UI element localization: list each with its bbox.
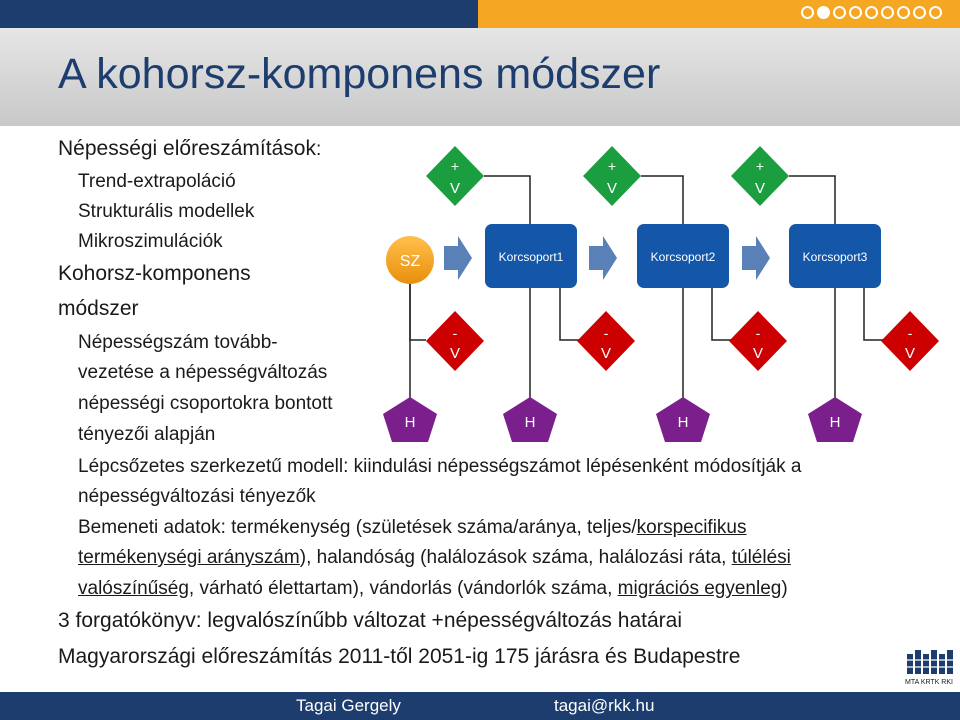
svg-text:V: V bbox=[754, 180, 766, 197]
svg-text:MTA KRTK RKI: MTA KRTK RKI bbox=[905, 679, 953, 686]
minus-v-diamond bbox=[881, 311, 939, 371]
svg-text:V: V bbox=[904, 345, 916, 362]
link-tulelesi[interactable]: túlélési bbox=[731, 547, 791, 568]
flow-arrow bbox=[742, 236, 770, 280]
h-pentagon bbox=[383, 397, 437, 442]
link-termekenysegi-aranyszam[interactable]: termékenységi arányszám bbox=[78, 547, 300, 568]
svg-text:-: - bbox=[907, 325, 913, 341]
svg-text:V: V bbox=[449, 180, 461, 197]
left-list-item: Kohorsz-komponens bbox=[58, 262, 251, 285]
svg-text:V: V bbox=[449, 345, 461, 362]
svg-text:V: V bbox=[600, 345, 612, 362]
svg-text:H: H bbox=[829, 414, 841, 431]
body-line: 3 forgatókönyv: legvalószínűbb változat +népességváltozás határai bbox=[58, 609, 682, 632]
svg-text:H: H bbox=[677, 414, 689, 431]
svg-text:Korcsoport1: Korcsoport1 bbox=[498, 250, 564, 264]
minus-v-diamond bbox=[426, 311, 484, 371]
left-list-item: Strukturális modellek bbox=[78, 201, 255, 222]
svg-text:V: V bbox=[606, 180, 618, 197]
flow-arrow bbox=[444, 236, 472, 280]
body-line: termékenységi arányszám), halandóság (halálozások száma, halálozási ráta, túlélési bbox=[78, 547, 791, 568]
svg-text:Korcsoport3: Korcsoport3 bbox=[802, 250, 868, 264]
left-list-item: módszer bbox=[58, 297, 139, 320]
link-valoszinuseg[interactable]: valószínűség bbox=[78, 578, 189, 599]
left-list-item: Trend-extrapoláció bbox=[78, 171, 236, 192]
left-list-item: tényezői alapján bbox=[78, 424, 216, 445]
body-line: népességváltozási tényezők bbox=[78, 486, 316, 507]
left-list-item: Népességszám tovább- bbox=[78, 332, 278, 353]
h-pentagon bbox=[656, 397, 710, 442]
footer-bar bbox=[0, 692, 960, 720]
svg-text:Korcsoport2: Korcsoport2 bbox=[650, 250, 716, 264]
svg-text:SZ: SZ bbox=[399, 253, 421, 270]
plus-v-diamond bbox=[426, 146, 484, 206]
svg-text:+: + bbox=[607, 158, 617, 174]
plus-v-diamond bbox=[731, 146, 789, 206]
svg-text:-: - bbox=[755, 325, 761, 341]
mta-krtk-rki-logo bbox=[904, 646, 954, 686]
body-line: Magyarországi előreszámítás 2011-től 2051-ig 175 járásra és Budapestre bbox=[58, 645, 741, 668]
flow-arrow bbox=[589, 236, 617, 280]
minus-v-diamond bbox=[577, 311, 635, 371]
slide-title: A kohorsz-komponens módszer bbox=[58, 50, 661, 98]
body-line: valószínűség, várható élettartam), vándorlás (vándorlók száma, migrációs egyenleg) bbox=[78, 578, 788, 599]
sz-start-node bbox=[386, 236, 434, 284]
svg-text:+: + bbox=[755, 158, 765, 174]
link-korspecifikus[interactable]: korspecifikus bbox=[636, 517, 747, 538]
plus-v-diamond bbox=[583, 146, 641, 206]
svg-text:V: V bbox=[752, 345, 764, 362]
h-pentagon bbox=[808, 397, 862, 442]
minus-v-diamond bbox=[729, 311, 787, 371]
left-list-item: Népességi előreszámítások: bbox=[58, 137, 322, 160]
h-pentagon bbox=[503, 397, 557, 442]
cohort-box-2 bbox=[637, 224, 729, 288]
footer-author: Tagai Gergely bbox=[296, 696, 401, 715]
body-line: Lépcsőzetes szerkezetű modell: kiindulási népességszámot lépésenként módosítják a bbox=[78, 456, 802, 477]
svg-text:-: - bbox=[452, 325, 458, 341]
cohort-box-1 bbox=[485, 224, 577, 288]
left-list-item: vezetése a népességváltozás bbox=[78, 362, 328, 383]
svg-text:-: - bbox=[603, 325, 609, 341]
link-migracios-egyenleg[interactable]: migrációs egyenleg bbox=[617, 578, 782, 599]
footer-email[interactable]: tagai@rkk.hu bbox=[554, 696, 655, 715]
left-list-item: népességi csoportokra bontott bbox=[78, 393, 333, 414]
body-line: Bemeneti adatok: termékenység (születések száma/aránya, teljes/korspecifikus bbox=[78, 517, 747, 538]
cohort-box-3 bbox=[789, 224, 881, 288]
svg-text:+: + bbox=[450, 158, 460, 174]
svg-text:H: H bbox=[524, 414, 536, 431]
svg-text:H: H bbox=[404, 414, 416, 431]
left-list-item: Mikroszimulációk bbox=[78, 231, 223, 252]
